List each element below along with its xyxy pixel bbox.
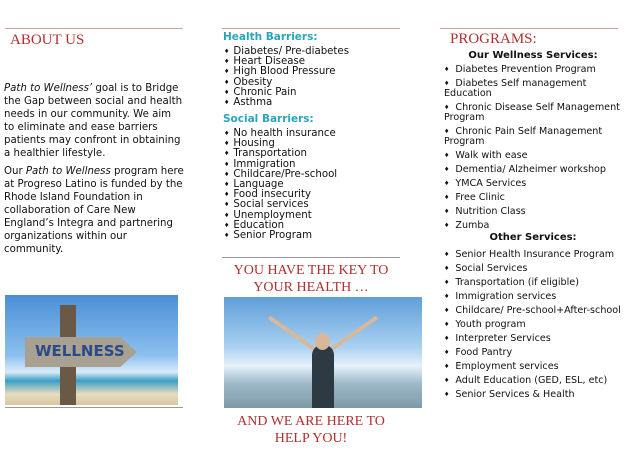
list-item: ♦ Chronic Disease Self Management Program [440, 103, 625, 123]
list-item: ♦ Food insecurity [224, 190, 337, 200]
list-item: ♦ Senior Program [224, 231, 337, 241]
key-headline: YOU HAVE THE KEY TO YOUR HEALTH … [233, 263, 389, 295]
about-paragraph-1 [4, 82, 184, 160]
list-item: ♦ Obesity [224, 78, 349, 88]
list-item: ♦ Transportation [224, 149, 337, 159]
list-item: ♦ Childcare/Pre-school [224, 170, 337, 180]
health-barriers-title: Health Barriers: [223, 31, 318, 43]
social-barriers-title: Social Barriers: [223, 113, 314, 125]
list-item: ♦ Youth program [440, 320, 625, 330]
about-paragraph-2 [4, 165, 184, 256]
list-item: ♦ Chronic Pain Self Management Program [440, 127, 625, 147]
list-item: ♦ Social Services [440, 264, 625, 274]
about-text: Our [4, 166, 26, 177]
list-item: ♦ Diabetes Prevention Program [440, 65, 625, 75]
person-arm [268, 316, 315, 351]
divider [5, 28, 183, 29]
help-headline: AND WE ARE HERE TO HELP YOU! [237, 414, 385, 446]
divider [222, 28, 400, 29]
wellness-services-list [440, 65, 625, 235]
list-item: ♦ High Blood Pressure [224, 67, 349, 77]
list-item: ♦ Heart Disease [224, 57, 349, 67]
sign-text: WELLNESS [35, 342, 125, 360]
divider [5, 407, 183, 408]
list-item: ♦ Diabetes Self management Education [440, 79, 625, 99]
about-text: program here at Progreso Latino is funded by the Rhode Island Foundation in collaboration of Care New England’s Integra and partnering organizations within our community. [4, 166, 184, 255]
social-barriers-list [224, 129, 337, 241]
person-arm [331, 316, 378, 351]
list-item: ♦ Education [224, 221, 337, 231]
list-item: ♦ Nutrition Class [440, 207, 625, 217]
list-item: ♦ Language [224, 180, 337, 190]
list-item: ♦ Asthma [224, 98, 349, 108]
other-services-list [440, 250, 625, 404]
wellness-sign-image [5, 295, 178, 405]
list-item: ♦ Childcare/ Pre-school+After-school [440, 306, 625, 316]
list-item: ♦ Zumba [440, 221, 625, 231]
woman-raising-arms-photo [224, 297, 422, 408]
list-item: ♦ YMCA Services [440, 179, 625, 189]
list-item: ♦ Food Pantry [440, 348, 625, 358]
programs-title: PROGRAMS: [450, 31, 537, 47]
divider [222, 257, 400, 258]
list-item: ♦ Transportation (if eligible) [440, 278, 625, 288]
list-item: ♦ Social services [224, 200, 337, 210]
list-item: ♦ Immigration services [440, 292, 625, 302]
divider [440, 28, 618, 29]
list-item: ♦ Adult Education (GED, ESL, etc) [440, 376, 625, 386]
list-item: ♦ Unemployment [224, 211, 337, 221]
program-name: Path to Wellness [25, 166, 111, 177]
about-title: ABOUT US [10, 32, 85, 48]
program-name: Path to Wellness’ [4, 83, 93, 94]
list-item: ♦ Dementia/ Alzheimer workshop [440, 165, 625, 175]
person-head [315, 333, 330, 350]
list-item: ♦ Senior Health Insurance Program [440, 250, 625, 260]
list-item: ♦ Free Clinic [440, 193, 625, 203]
list-item: ♦ Senior Services & Health [440, 390, 625, 400]
list-item: ♦ Employment services [440, 362, 625, 372]
other-services-title: Other Services: [489, 232, 577, 243]
list-item: ♦ Interpreter Services [440, 334, 625, 344]
list-item: ♦ Diabetes/ Pre-diabetes [224, 47, 349, 57]
list-item: ♦ Housing [224, 139, 337, 149]
list-item: ♦ Walk with ease [440, 151, 625, 161]
list-item: ♦ Chronic Pain [224, 88, 349, 98]
health-barriers-list [224, 47, 349, 108]
wellness-services-title: Our Wellness Services: [468, 50, 598, 61]
person-figure [312, 345, 334, 408]
about-text: goal is to Bridge the Gap between social and health needs in our community. We aim to eliminate and ease barriers patients may confront in obtaining a healthier lifestyle. [4, 83, 183, 159]
list-item: ♦ No health insurance [224, 129, 337, 139]
list-item: ♦ Immigration [224, 160, 337, 170]
